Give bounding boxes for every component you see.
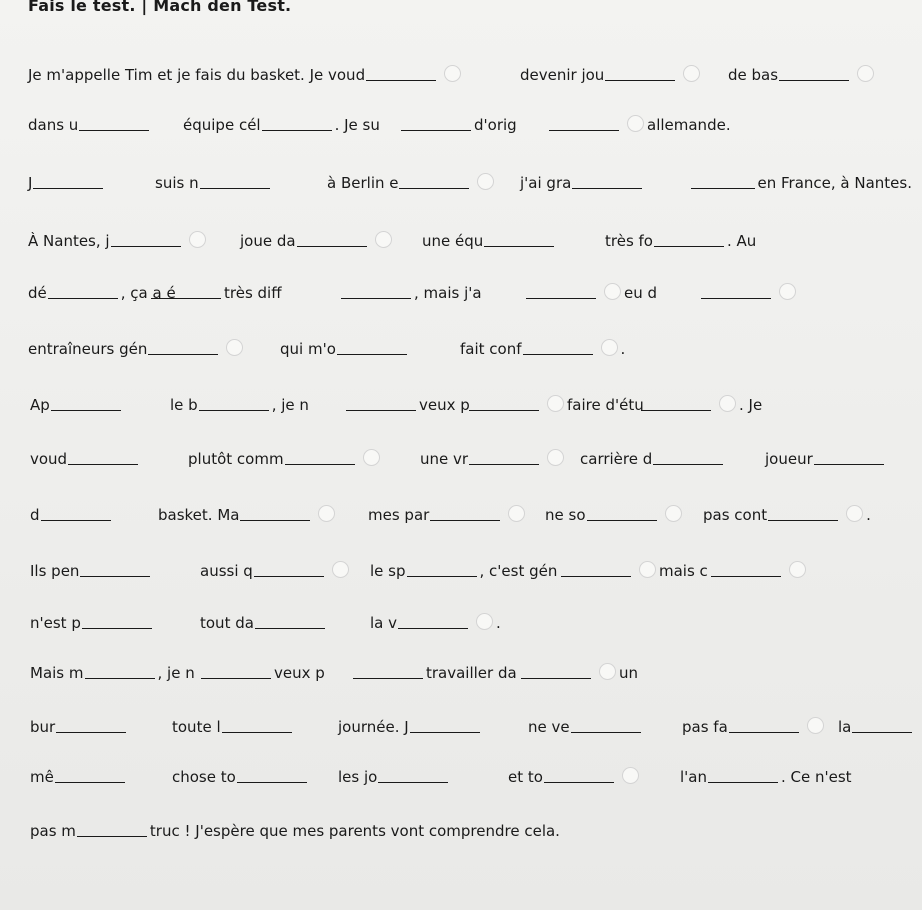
word-stem: très fo [605, 232, 653, 250]
word-continuation: . Ce n'est [781, 768, 852, 786]
word-stem: qui m'o [280, 340, 336, 358]
blank-segment [422, 228, 554, 250]
word-stem: tout da [200, 614, 254, 632]
answer-blank[interactable] [654, 245, 724, 247]
word-stem: À Nantes, j [28, 232, 110, 250]
answer-blank[interactable] [68, 463, 138, 465]
word-continuation: . Je su [334, 116, 380, 134]
blank-segment [560, 558, 708, 580]
word-stem: voud [30, 450, 68, 468]
answer-blank[interactable] [237, 781, 307, 783]
word-continuation: , c'est gén [479, 562, 558, 580]
answer-blank[interactable] [200, 187, 270, 189]
blank-segment [765, 446, 884, 468]
blank-segment [548, 112, 731, 134]
word-continuation: , mais j'a [414, 284, 482, 302]
sentence-row [0, 62, 922, 92]
word-stem: joue da [240, 232, 296, 250]
answer-blank[interactable] [430, 519, 500, 521]
word-continuation: mais c [659, 562, 708, 580]
blank-segment [520, 170, 642, 192]
answer-blank[interactable] [399, 187, 469, 189]
blank-segment [640, 392, 762, 414]
sentence-row [0, 336, 922, 366]
blank-segment [30, 764, 125, 786]
answer-blank[interactable] [401, 129, 471, 131]
blank-segment [30, 392, 121, 414]
blank-segment [30, 660, 195, 682]
sentence-row [0, 112, 922, 142]
word-continuation: d'orig [474, 116, 517, 134]
answer-circle-icon [857, 65, 874, 82]
answer-circle-icon [476, 613, 493, 630]
blank-segment [605, 228, 756, 250]
answer-circle-icon [547, 449, 564, 466]
answer-blank[interactable] [148, 353, 218, 355]
word-stem: aussi q [200, 562, 253, 580]
blank-segment [528, 714, 641, 736]
answer-circle-icon [318, 505, 335, 522]
answer-blank[interactable] [80, 575, 150, 577]
word-stem: dans u [28, 116, 79, 134]
word-continuation: . [496, 614, 501, 632]
answer-blank[interactable] [254, 575, 324, 577]
answer-blank[interactable] [587, 519, 657, 521]
answer-blank[interactable] [222, 731, 292, 733]
answer-blank[interactable] [549, 129, 619, 131]
answer-blank[interactable] [199, 409, 269, 411]
blank-segment [30, 502, 111, 524]
word-continuation: . Je [739, 396, 763, 414]
blank-segment [580, 446, 723, 468]
answer-blank[interactable] [768, 519, 838, 521]
word-stem: mes par [368, 506, 430, 524]
blank-segment [200, 660, 325, 682]
blank-segment [468, 392, 644, 414]
blank-segment [370, 558, 557, 580]
answer-circle-icon [477, 173, 494, 190]
answer-blank[interactable] [77, 835, 147, 837]
blank-segment [460, 336, 625, 358]
answer-blank[interactable] [398, 627, 468, 629]
answer-circle-icon [226, 339, 243, 356]
answer-blank[interactable] [111, 245, 181, 247]
word-stem: n'est p [30, 614, 81, 632]
blank-segment [345, 392, 470, 414]
blank-segment [728, 62, 874, 84]
answer-blank[interactable] [240, 519, 310, 521]
blank-segment [508, 764, 639, 786]
word-stem: mê [30, 768, 54, 786]
blank-segment [710, 558, 806, 580]
answer-circle-icon [444, 65, 461, 82]
word-stem: la [838, 718, 852, 736]
word-stem: une équ [422, 232, 484, 250]
blank-segment [340, 280, 482, 302]
word-stem: suis n [155, 174, 199, 192]
blank-segment [280, 336, 407, 358]
blank-segment [680, 764, 852, 786]
word-stem: entraîneurs gén [28, 340, 148, 358]
blank-segment [838, 714, 912, 736]
answer-circle-icon [599, 663, 616, 680]
answer-circle-icon [375, 231, 392, 248]
word-stem: Mais m [30, 664, 84, 682]
word-stem: le sp [370, 562, 406, 580]
answer-blank[interactable] [469, 463, 539, 465]
answer-blank[interactable] [729, 731, 799, 733]
blank-segment [338, 714, 480, 736]
sentence-row [0, 818, 922, 848]
word-stem: et to [508, 768, 543, 786]
answer-blank[interactable] [79, 129, 149, 131]
answer-circle-icon [779, 283, 796, 300]
word-stem: j'ai gra [520, 174, 572, 192]
blank-segment [200, 558, 349, 580]
answer-circle-icon [639, 561, 656, 578]
answer-blank[interactable] [572, 187, 642, 189]
answer-blank[interactable] [51, 409, 121, 411]
word-continuation: allemande. [647, 116, 731, 134]
blank-segment [30, 446, 138, 468]
answer-blank[interactable] [346, 409, 416, 411]
sentence-row [0, 558, 922, 588]
word-stem: ne so [545, 506, 586, 524]
answer-blank[interactable] [814, 463, 884, 465]
sentence-row [0, 280, 922, 310]
word-continuation: . Au [727, 232, 757, 250]
blank-segment [525, 280, 657, 302]
answer-blank[interactable] [341, 297, 411, 299]
word-stem: Ap [30, 396, 50, 414]
sentence-row [0, 502, 922, 532]
word-continuation: travailler da [426, 664, 517, 682]
blank-segment [30, 610, 152, 632]
answer-circle-icon [846, 505, 863, 522]
answer-blank[interactable] [653, 463, 723, 465]
answer-circle-icon [622, 767, 639, 784]
word-stem: J [28, 174, 33, 192]
sentence-row [0, 170, 922, 200]
word-stem: carrière d [580, 450, 653, 468]
word-stem: fait conf [460, 340, 522, 358]
blank-segment [28, 228, 206, 250]
blank-segment [183, 112, 380, 134]
word-continuation: truc ! J'espère que mes parents vont comprendre cela. [149, 822, 560, 840]
word-continuation: , je n [271, 396, 309, 414]
answer-blank[interactable] [262, 129, 332, 131]
blank-segment [520, 62, 700, 84]
blank-segment [338, 764, 448, 786]
answer-blank[interactable] [85, 677, 155, 679]
answer-circle-icon [604, 283, 621, 300]
word-stem: d [30, 506, 40, 524]
word-continuation: un [619, 664, 639, 682]
blank-segment [240, 228, 392, 250]
blank-segment [28, 112, 149, 134]
word-stem: le b [170, 396, 198, 414]
answer-blank[interactable] [469, 409, 539, 411]
word-continuation: veux p [419, 396, 470, 414]
word-stem: ne ve [528, 718, 570, 736]
answer-circle-icon [683, 65, 700, 82]
sentence-row [0, 446, 922, 476]
answer-circle-icon [332, 561, 349, 578]
word-stem: l'an [680, 768, 707, 786]
blank-segment [327, 170, 494, 192]
word-stem: plutôt comm [188, 450, 284, 468]
answer-blank[interactable] [571, 731, 641, 733]
blank-segment [28, 170, 103, 192]
blank-segment [368, 502, 525, 524]
answer-circle-icon [601, 339, 618, 356]
answer-circle-icon [363, 449, 380, 466]
blank-segment [400, 112, 517, 134]
sentence-row [0, 764, 922, 794]
word-continuation: faire d'étu [567, 396, 644, 414]
worksheet-title: Fais le test. | Mach den Test. [28, 0, 292, 15]
answer-blank[interactable] [55, 781, 125, 783]
blank-segment [150, 280, 282, 302]
answer-blank[interactable] [297, 245, 367, 247]
answer-blank[interactable] [82, 627, 152, 629]
word-stem: bur [30, 718, 56, 736]
answer-circle-icon [547, 395, 564, 412]
answer-blank[interactable] [151, 297, 221, 299]
word-stem: équipe cél [183, 116, 261, 134]
blank-segment [690, 170, 912, 192]
blank-segment [352, 660, 517, 682]
word-stem: à Berlin e [327, 174, 399, 192]
answer-blank[interactable] [255, 627, 325, 629]
sentence-row [0, 714, 922, 744]
answer-blank[interactable] [484, 245, 554, 247]
word-continuation: très diff [224, 284, 282, 302]
word-stem: la v [370, 614, 398, 632]
answer-blank[interactable] [526, 297, 596, 299]
answer-blank[interactable] [521, 677, 591, 679]
answer-circle-icon [789, 561, 806, 578]
answer-circle-icon [627, 115, 644, 132]
answer-circle-icon [807, 717, 824, 734]
sentence-row [0, 660, 922, 690]
word-stem: basket. Ma [158, 506, 240, 524]
word-stem: Je m'appelle Tim et je fais du basket. Je voud [28, 66, 366, 84]
blank-segment [155, 170, 270, 192]
word-continuation: . [620, 340, 626, 358]
answer-blank[interactable] [48, 297, 118, 299]
word-stem: pas m [30, 822, 76, 840]
word-continuation: en France, à Nantes. [757, 174, 912, 192]
blank-segment [28, 336, 243, 358]
blank-segment [420, 446, 564, 468]
blank-segment [700, 280, 796, 302]
answer-blank[interactable] [201, 677, 271, 679]
answer-blank[interactable] [852, 731, 912, 733]
answer-circle-icon [665, 505, 682, 522]
blank-segment [200, 610, 325, 632]
blank-segment [682, 714, 824, 736]
word-stem: dé [28, 284, 47, 302]
answer-blank[interactable] [711, 575, 781, 577]
word-stem: toute l [172, 718, 221, 736]
answer-blank[interactable] [561, 575, 631, 577]
word-stem: journée. J [338, 718, 409, 736]
answer-blank[interactable] [691, 187, 755, 189]
blank-segment [30, 558, 150, 580]
blank-segment [158, 502, 335, 524]
answer-blank[interactable] [641, 409, 711, 411]
answer-blank[interactable] [544, 781, 614, 783]
blank-segment [172, 714, 292, 736]
sentence-row [0, 610, 922, 640]
answer-blank[interactable] [410, 731, 480, 733]
answer-blank[interactable] [523, 353, 593, 355]
blank-segment [28, 62, 461, 84]
word-stem: les jo [338, 768, 378, 786]
blank-segment [545, 502, 682, 524]
answer-blank[interactable] [605, 79, 675, 81]
blank-segment [30, 714, 126, 736]
answer-circle-icon [508, 505, 525, 522]
word-continuation: , ça a é [120, 284, 176, 302]
answer-blank[interactable] [285, 463, 355, 465]
answer-blank[interactable] [407, 575, 477, 577]
blank-segment [30, 818, 560, 840]
answer-blank[interactable] [353, 677, 423, 679]
word-continuation: veux p [274, 664, 325, 682]
blank-segment [370, 610, 501, 632]
word-stem: Ils pen [30, 562, 80, 580]
answer-blank[interactable] [378, 781, 448, 783]
blank-segment [170, 392, 309, 414]
word-stem: pas fa [682, 718, 728, 736]
word-stem: une vr [420, 450, 469, 468]
blank-segment [520, 660, 638, 682]
answer-blank[interactable] [56, 731, 126, 733]
word-stem: joueur [765, 450, 813, 468]
blank-segment [188, 446, 380, 468]
answer-blank[interactable] [779, 79, 849, 81]
answer-blank[interactable] [337, 353, 407, 355]
blank-segment [172, 764, 307, 786]
word-continuation: . [866, 506, 871, 524]
answer-blank[interactable] [701, 297, 771, 299]
answer-circle-icon [719, 395, 736, 412]
answer-blank[interactable] [708, 781, 778, 783]
blank-segment [703, 502, 871, 524]
sentence-row [0, 228, 922, 258]
word-continuation: eu d [624, 284, 658, 302]
word-stem: devenir jou [520, 66, 605, 84]
sentence-row [0, 392, 922, 422]
answer-circle-icon [189, 231, 206, 248]
word-stem: de bas [728, 66, 779, 84]
word-continuation: , je n [157, 664, 195, 682]
answer-blank[interactable] [366, 79, 436, 81]
answer-blank[interactable] [33, 187, 103, 189]
answer-blank[interactable] [41, 519, 111, 521]
word-stem: pas cont [703, 506, 768, 524]
word-stem: chose to [172, 768, 236, 786]
